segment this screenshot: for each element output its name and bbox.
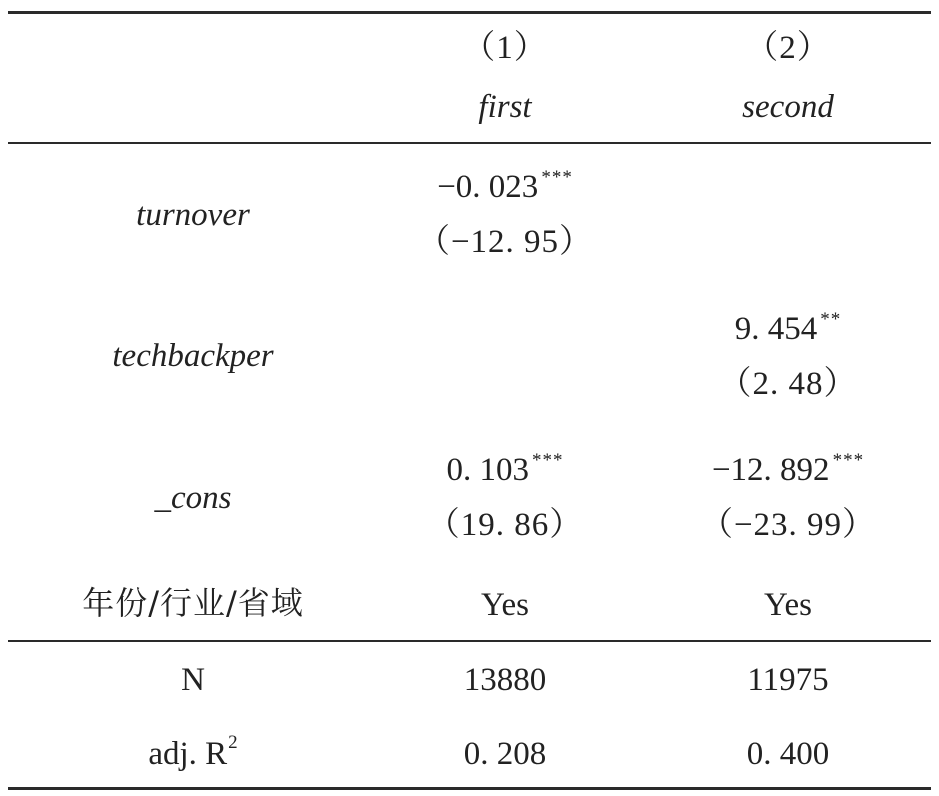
significance-stars: ***: [832, 450, 865, 471]
coef-value: 0. 103: [446, 452, 529, 488]
top-rule: [8, 11, 931, 14]
fixed-effects-label: 年份/行业/省域: [82, 584, 304, 622]
regression-table: [8, 0, 931, 796]
col1-number: （1）: [462, 30, 548, 66]
row-label-cons: _cons: [154, 480, 232, 516]
significance-stars: **: [820, 309, 842, 330]
row-label-turnover: turnover: [136, 197, 250, 233]
n-col1: 13880: [463, 662, 547, 698]
col1-name: first: [478, 89, 532, 125]
fixed-effects-col1: Yes: [480, 587, 530, 623]
significance-stars: ***: [541, 167, 573, 188]
row-label-techbackper: techbackper: [112, 338, 274, 374]
col2-number: （2）: [745, 30, 831, 66]
cons-col1-tstat: （19. 86）: [426, 507, 584, 543]
turnover-col1-coef: [437, 168, 573, 211]
n-col2: 11975: [747, 662, 829, 698]
adj-r2-col1: 0. 208: [463, 736, 547, 772]
n-label: N: [181, 662, 205, 698]
coef-value: −12. 892: [711, 452, 830, 488]
stats-rule: [8, 640, 931, 642]
cons-col2-coef: [712, 451, 864, 494]
adj-r2-text: adj. R: [148, 736, 228, 772]
header-rule: [8, 142, 931, 144]
turnover-col1-tstat: （−12. 95）: [416, 224, 594, 260]
coef-value: −0. 023: [437, 169, 539, 205]
significance-stars: ***: [532, 450, 564, 471]
cons-col1-coef: [447, 451, 564, 494]
superscript-2: 2: [228, 732, 238, 753]
techbackper-col2-tstat: （2. 48）: [718, 366, 858, 402]
fixed-effects-col2: Yes: [763, 587, 813, 623]
techbackper-col2-coef: [735, 310, 842, 353]
cons-col2-tstat: （−23. 99）: [699, 507, 877, 543]
bottom-rule: [8, 787, 931, 790]
adj-r2-label: [148, 732, 238, 778]
coef-value: 9. 454: [734, 311, 818, 347]
col2-name: second: [742, 89, 834, 125]
adj-r2-col2: 0. 400: [746, 736, 830, 772]
